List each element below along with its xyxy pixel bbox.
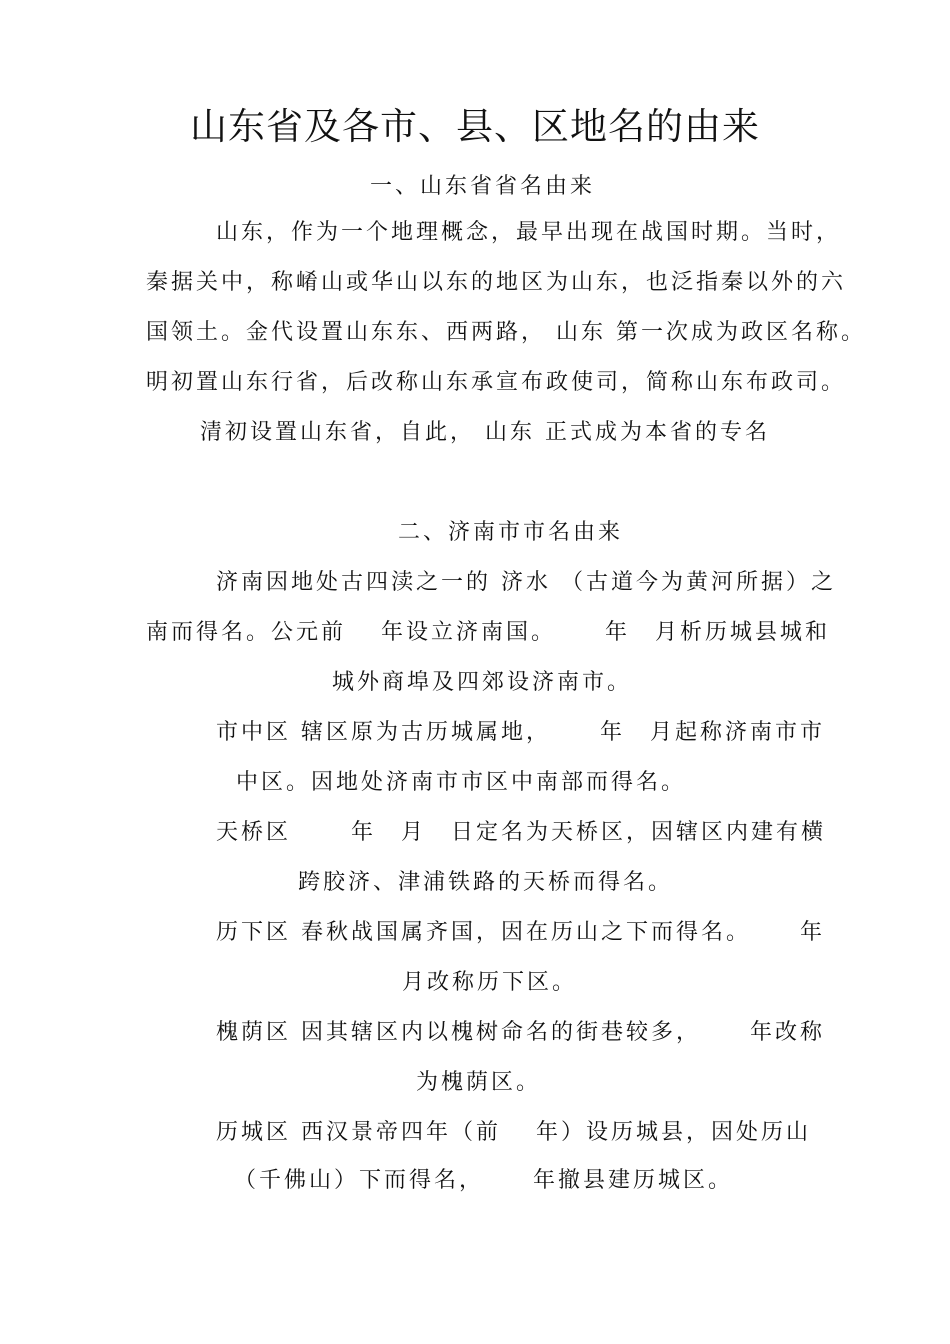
paragraph-line: 南而得名。公元前 年设立济南国。 年 月析历城县城和 xyxy=(146,620,830,645)
paragraph-line: 济南因地处古四渎之一的 济水 （古道今为黄河所据）之 xyxy=(216,570,836,595)
paragraph-line: 清初设置山东省，自此， 山东 正式成为本省的专名 xyxy=(200,420,770,445)
paragraph-line: 中区。因地处济南市市区中南部而得名。 xyxy=(236,770,687,795)
paragraph-line: 月改称历下区。 xyxy=(402,970,578,995)
paragraph-line: 山东，作为一个地理概念，最早出现在战国时期。当时， xyxy=(216,220,842,245)
paragraph-line: 国领土。金代设置山东东、西两路， 山东 第一次成为政区名称。 xyxy=(146,320,866,345)
document-title: 山东省及各市、县、区地名的由来 xyxy=(190,105,760,148)
paragraph-line: 城外商埠及四郊设济南市。 xyxy=(332,670,633,695)
district-entry-licheng: 历城区 西汉景帝四年（前 年）设历城县，因处历山 xyxy=(216,1120,811,1145)
paragraph-line: （千佛山）下而得名， 年撤县建历城区。 xyxy=(234,1168,733,1193)
paragraph-line: 明初置山东行省，后改称山东承宣布政使司，简称山东布政司。 xyxy=(146,370,847,395)
section-heading-shandong: 一、山东省省名由来 xyxy=(370,174,596,199)
paragraph-line: 跨胶济、津浦铁路的天桥而得名。 xyxy=(298,870,674,895)
district-entry-shizhong: 市中区 辖区原为古历城属地， 年 月起称济南市市 xyxy=(216,720,825,745)
paragraph-line: 秦据关中，称崤山或华山以东的地区为山东，也泛指秦以外的六 xyxy=(146,270,847,295)
section-heading-jinan: 二、济南市市名由来 xyxy=(398,520,624,545)
district-entry-huaiyin: 槐荫区 因其辖区内以槐树命名的街巷较多， 年改称 xyxy=(216,1020,825,1045)
paragraph-line: 为槐荫区。 xyxy=(416,1070,542,1095)
district-entry-tianqiao: 天桥区 年 月 日定名为天桥区，因辖区内建有横 xyxy=(216,820,826,845)
district-entry-lixia: 历下区 春秋战国属齐国，因在历山之下而得名。 年 xyxy=(216,920,825,945)
